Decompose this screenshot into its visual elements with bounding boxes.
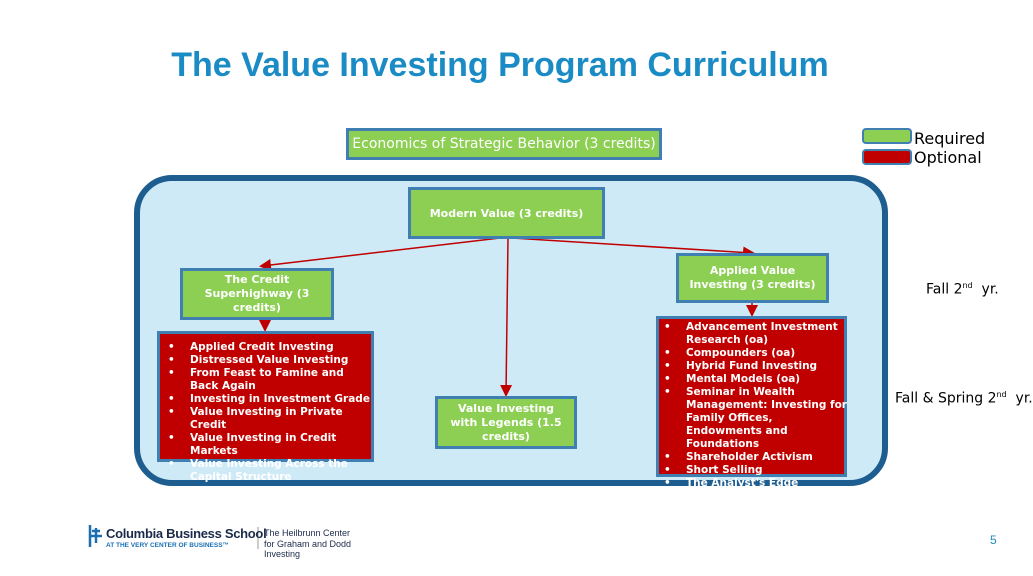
list-item: • Value Investing in Credit Markets [160,432,371,458]
legend-required-swatch [862,128,912,144]
legends-box: Value Investing with Legends (1.5 credits) [435,396,577,449]
arrow-to-credit [262,238,500,266]
list-item: • Mental Models (oa) [656,373,847,386]
columbia-logo [88,523,388,559]
spring-label-sup: nd [996,390,1007,399]
list-item: • Advancement Investment Research (oa) [656,321,847,347]
page-title: The Value Investing Program Curriculum [171,46,829,84]
legend-optional-swatch [862,149,912,165]
list-item: • From Feast to Famine and Back Again [160,367,371,393]
page-number: 5 [990,533,997,547]
center-name-line1: The Heilbrunn Center [264,528,351,538]
economics-box: Economics of Strategic Behavior (3 credits) [346,128,662,160]
modern-value-box: Modern Value (3 credits) [408,187,605,239]
spring-label-suffix: yr. [1015,390,1033,407]
list-item: • Seminar in Wealth Management: Investing for Family Offices, Endowments and Foundations [656,386,847,451]
school-name: Columbia Business School [106,526,267,541]
list-item: • Compounders (oa) [656,347,847,360]
fall-label-text: Fall 2 [926,281,963,298]
fall-spring-2nd-year-label [895,390,1033,407]
arrow-to-applied [512,238,752,253]
list-item: • Applied Credit Investing [160,341,371,354]
list-item: • Value Investing in Private Credit [160,406,371,432]
credit-superhighway-box: The Credit Superhighway (3 credits) [180,268,334,320]
list-item: • Value Investing Across the Capital Structure [160,458,371,484]
list-item: • Hybrid Fund Investing [656,360,847,373]
list-item: • Distressed Value Investing [160,354,371,367]
credit-electives-list [157,331,374,483]
fall-label-suffix: yr. [981,281,999,298]
legend-required-label: Required [914,129,986,148]
spring-label-text: Fall & Spring 2 [895,390,997,407]
center-name-line2: for Graham and Dodd Investing [264,539,352,559]
list-item: • Short Selling [656,464,847,477]
list-item: • Shareholder Activism [656,451,847,464]
fall-2nd-year-label [926,281,999,298]
list-item: • Investing in Investment Grade [160,393,371,406]
list-item: • The Analyst's Edge [656,477,847,490]
legend-optional-label: Optional [914,148,982,167]
applied-electives-list [656,316,847,489]
school-tagline: AT THE VERY CENTER OF BUSINESS™ [106,542,230,549]
arrow-to-legends [506,238,508,394]
applied-value-box: Applied Value Investing (3 credits) [676,253,829,303]
fall-label-sup: nd [962,281,973,290]
